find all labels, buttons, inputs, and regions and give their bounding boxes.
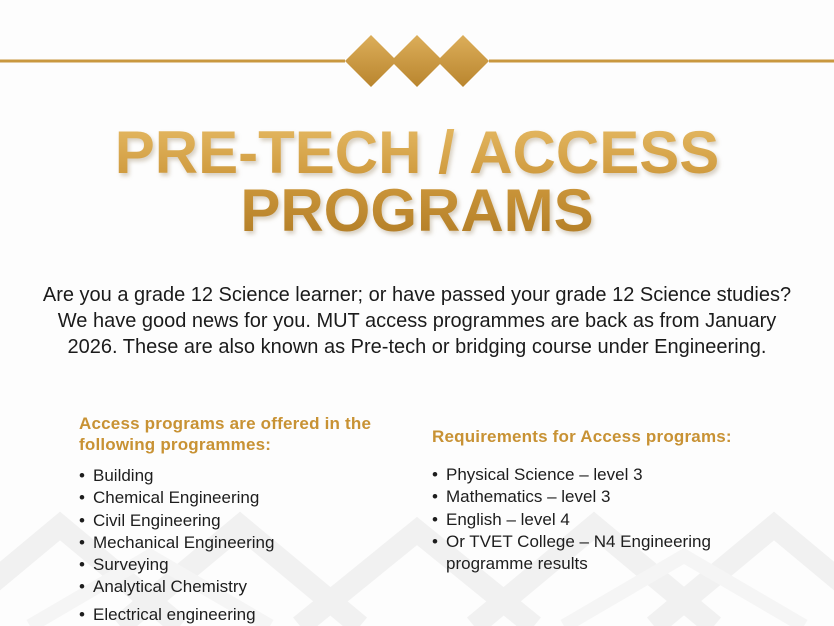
requirements-heading: Requirements for Access programs: xyxy=(432,427,732,446)
page-title-line-1: PRE-TECH / ACCESS xyxy=(114,119,720,186)
requirement-item: • English – level 4 xyxy=(432,509,792,531)
programme-item: • Electrical engineering xyxy=(79,604,399,626)
programme-item: • Building xyxy=(79,465,399,487)
programmes-list xyxy=(79,465,399,626)
page-title xyxy=(0,119,834,244)
programme-item: • Surveying xyxy=(79,554,399,576)
programme-item: • Chemical Engineering xyxy=(79,487,399,509)
requirement-item: • Physical Science – level 3 xyxy=(432,464,792,486)
requirements-list xyxy=(432,464,792,575)
programmes-heading: Access programs are offered in the following programmes: xyxy=(79,414,372,454)
page-title-line-2: PROGRAMS xyxy=(240,177,594,244)
gold-diamond-ornament xyxy=(0,35,834,91)
requirement-item: • Or TVET College – N4 Engineering programme results xyxy=(432,531,746,576)
programme-item: • Mechanical Engineering xyxy=(79,532,399,554)
programmes-section xyxy=(79,413,399,626)
requirements-section xyxy=(432,426,792,575)
programme-item: • Civil Engineering xyxy=(79,510,399,532)
intro-paragraph: Are you a grade 12 Science learner; or have passed your grade 12 Science studies? We have good news for you. MUT access programmes are back as from January 2026. These are also known as Pre-tech or bridging course under Engineering. xyxy=(42,284,792,358)
requirement-item: • Mathematics – level 3 xyxy=(432,486,792,508)
programme-item: • Analytical Chemistry xyxy=(79,576,399,598)
